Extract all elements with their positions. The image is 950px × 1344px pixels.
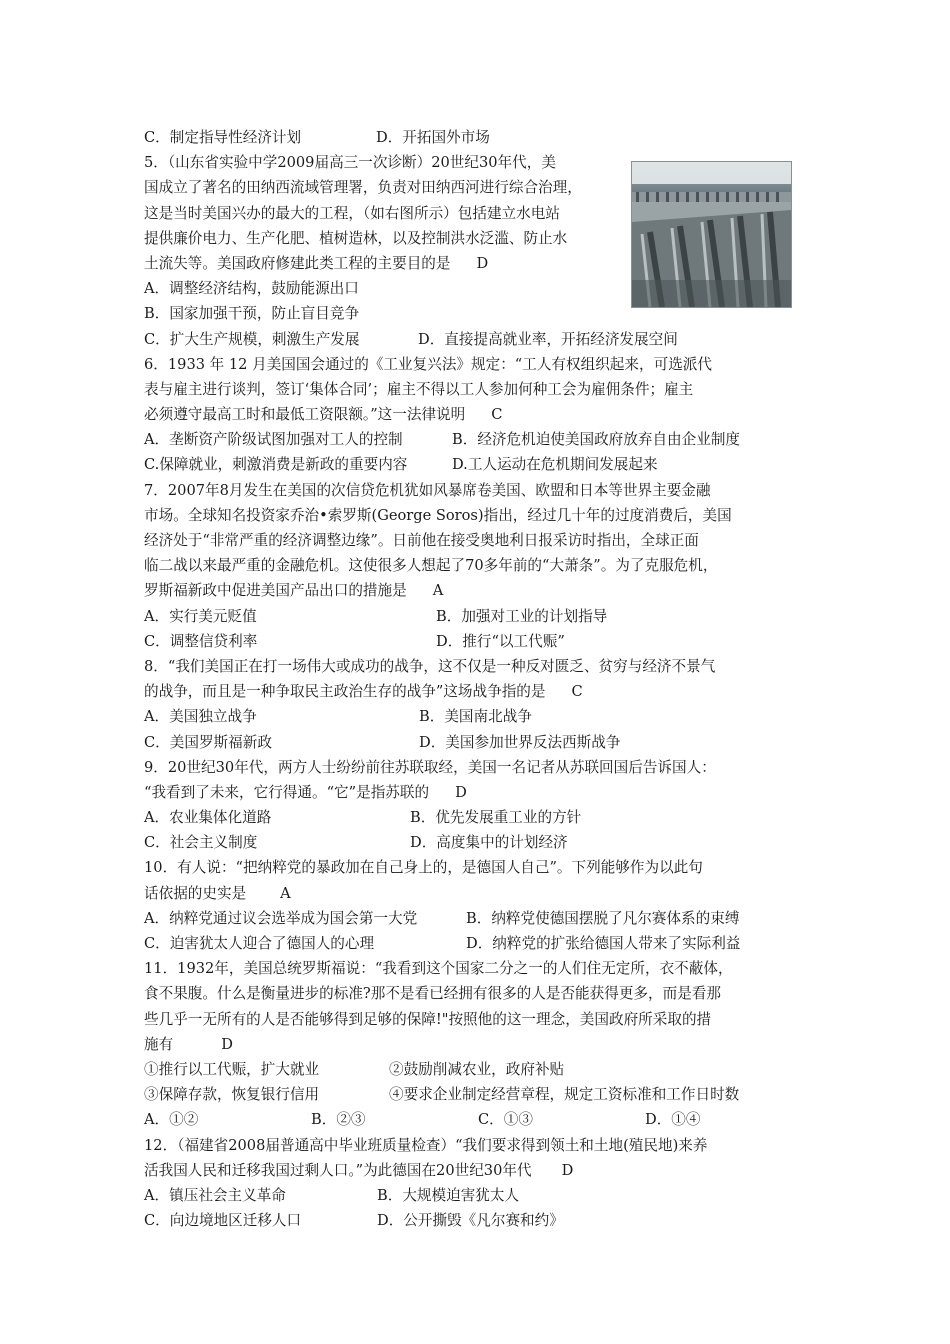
q11-item-3: ③保障存款，恢复银行信用 (144, 1086, 320, 1104)
q10-option-b: B．纳粹党使德国摆脱了凡尔赛体系的束缚 (466, 909, 740, 927)
q10-stem-text: 话依据的史实是 (144, 884, 247, 902)
q8-stem-line-2 (144, 679, 814, 704)
q6-stem-line-3 (144, 402, 814, 427)
q6-answer: C (491, 406, 503, 424)
q7-answer: A (432, 582, 444, 600)
q12-stem-text: 活我国人民和迁移我国过剩人口。”为此德国在20世纪30年代 (144, 1161, 532, 1179)
q8-option-b: B．美国南北战争 (419, 708, 532, 726)
q5-stem-line-2: 国成立了著名的田纳西流域管理署，负责对田纳西河进行综合治理， (144, 179, 582, 197)
q5-stem-line-4: 提供廉价电力、生产化肥、植树造林，以及控制洪水泛滥、防止水 (144, 229, 568, 247)
q7-option-d: D．推行“以工代赈” (436, 632, 565, 650)
q5-stem-line-1: 5．（山东省实验中学2009届高三一次诊断）20世纪30年代，美 (144, 154, 556, 172)
q8-option-d: D．美国参加世界反法西斯战争 (419, 733, 621, 751)
q11-option-c: C．①③ (478, 1111, 533, 1129)
q10-answer: A (280, 884, 291, 902)
q11-stem-line-3: 些几乎一无所有的人是否能够得到足够的保障!"按照他的这一理念，美国政府所采取的措 (144, 1010, 712, 1028)
q4-options-cd (144, 125, 814, 150)
q9-answer: D (455, 783, 467, 801)
q9-stem-line-1: 9．20世纪30年代，两方人士纷纷前往苏联取经，美国一名记者从苏联回国后告诉国人： (144, 758, 716, 776)
q7-stem-line-2: 市场。全球知名投资家乔治•索罗斯(George Soros)指出，经过几十年的过度消费后，美国 (144, 506, 732, 524)
q9-option-d: D．高度集中的计划经济 (410, 834, 568, 852)
q6-stem-text: 必须遵守最高工时和最低工资限额。”这一法律说明 (144, 406, 466, 424)
question-list (144, 125, 814, 1233)
q10-stem-line-1: 10．有人说：“把纳粹党的暴政加在自己身上的，是德国人自己”。下列能够作为以此句 (144, 859, 703, 877)
q10-option-c: C．迫害犹太人迎合了德国人的心理 (144, 935, 375, 952)
question-10 (144, 855, 814, 956)
q11-items-12 (144, 1057, 814, 1082)
q9-option-c: C．社会主义制度 (144, 834, 258, 852)
question-6 (144, 352, 814, 478)
q10-option-a: A．纳粹党通过议会选举成为国会第一大党 (144, 909, 418, 927)
question-12 (144, 1133, 814, 1234)
q7-option-a: A．实行美元贬值 (144, 607, 257, 625)
q9-stem-text: “我看到了未来，它行得通。“它”是指苏联的 (144, 783, 430, 801)
q10-option-d: D．纳粹党的扩张给德国人带来了实际利益 (466, 935, 741, 952)
q12-answer: D (561, 1161, 574, 1179)
q12-stem-line-2 (144, 1158, 814, 1183)
q7-option-b: B．加强对工业的计划指导 (436, 607, 608, 625)
question-9 (144, 755, 814, 856)
q5-stem-line-3: 这是当时美国兴办的最大的工程，（如右图所示）包括建立水电站 (144, 204, 560, 222)
q11-stem-line-1: 11．1932年，美国总统罗斯福说：“我看到这个国家二分之一的人们住无定所，衣不蔽体， (144, 960, 733, 978)
q11-stem-text: 施有 (144, 1035, 174, 1053)
q4-option-c: C．制定指导性经济计划 (144, 129, 302, 146)
q5-answer: D (476, 254, 489, 272)
q7-stem-line-3: 经济处于“非常严重的经济调整边缘”。日前他在接受奥地利日报采访时指出，全球正面 (144, 532, 699, 549)
q7-option-c: C．调整信贷利率 (144, 632, 258, 650)
q10-stem-line-2 (144, 881, 814, 906)
q8-answer: C (571, 683, 583, 701)
q5-option-c: C．扩大生产规模，刺激生产发展 (144, 330, 360, 348)
q11-item-1: ①推行以工代赈，扩大就业 (144, 1060, 320, 1078)
q6-options-cd (144, 452, 814, 477)
q10-options-ab (144, 906, 814, 931)
q7-stem-text: 罗斯福新政中促进美国产品出口的措施是 (144, 582, 407, 600)
q10-options-cd (144, 931, 814, 956)
q7-options-cd (144, 629, 814, 654)
q11-answer: D (221, 1035, 233, 1053)
q12-options-ab (144, 1183, 814, 1208)
q9-options-cd (144, 830, 814, 855)
q11-items-34 (144, 1082, 814, 1107)
q6-option-b: B．经济危机迫使美国政府放弃自由企业制度 (452, 431, 741, 449)
q5-stem-text: 土流失等。美国政府修建此类工程的主要目的是 (144, 254, 451, 272)
q7-stem-line-5 (144, 578, 814, 603)
q5-option-d: D．直接提高就业率，开拓经济发展空间 (418, 330, 678, 348)
q8-stem-line-1: 8．“我们美国正在打一场伟大或成功的战争，这不仅是一种反对匮乏、贫穷与经济不景气 (144, 657, 716, 675)
q12-option-c: C．向边境地区迁移人口 (144, 1212, 302, 1230)
q9-option-a: A．农业集体化道路 (144, 809, 272, 827)
q6-option-c: C.保障就业，刺激消费是新政的重要内容 (144, 456, 408, 474)
q6-options-ab (144, 427, 814, 452)
question-8 (144, 654, 814, 755)
q6-option-d: D.工人运动在危机期间发展起来 (452, 456, 658, 474)
q8-stem-text: 的战争，而且是一种争取民主政治生存的战争”这场战争指的是 (144, 683, 546, 701)
question-11 (144, 956, 814, 1132)
q8-option-c: C．美国罗斯福新政 (144, 733, 272, 751)
q4-option-d: D．开拓国外市场 (376, 129, 490, 146)
q12-option-b: B．大规模迫害犹太人 (377, 1186, 520, 1204)
q11-stem-line-2: 食不果腹。什么是衡量进步的标准?那不是看已经拥有很多的人是否能获得更多，而是看那 (144, 985, 721, 1003)
q12-option-d: D．公开撕毁《凡尔赛和约》 (377, 1212, 564, 1230)
q8-options-cd (144, 730, 814, 755)
q12-options-cd (144, 1208, 814, 1233)
q11-option-d: D．①④ (645, 1111, 701, 1129)
q11-option-a: A．①② (144, 1111, 199, 1129)
question-5 (144, 150, 814, 352)
q7-stem-line-1: 7．2007年8月发生在美国的次信贷危机犹如风暴席卷美国、欧盟和日本等世界主要金融 (144, 481, 711, 499)
q8-option-a: A．美国独立战争 (144, 708, 257, 726)
q7-stem-line-4: 临二战以来最严重的金融危机。这使很多人想起了70多年前的“大萧条”。为了克服危机， (144, 557, 718, 575)
q9-option-b: B．优先发展重工业的方针 (410, 809, 582, 827)
q12-option-a: A．镇压社会主义革命 (144, 1186, 286, 1204)
q8-options-ab (144, 704, 814, 729)
q5-stem-line-5 (144, 251, 814, 276)
q11-item-2: ②鼓励削减农业，政府补贴 (389, 1060, 565, 1078)
q5-option-b: B．国家加强干预，防止盲目竞争 (144, 305, 360, 323)
q11-stem-line-4 (144, 1032, 814, 1057)
q6-option-a: A．垄断资产阶级试图加强对工人的控制 (144, 431, 403, 449)
q6-stem-line-1: 6．1933 年 12 月美国国会通过的《工业复兴法》规定：“工人有权组织起来，可选派代 (144, 355, 712, 373)
q9-stem-line-2 (144, 780, 814, 805)
q7-options-ab (144, 604, 814, 629)
q12-stem-line-1: 12．（福建省2008届普通高中毕业班质量检查）“我们要求得到领土和土地(殖民地)来养 (144, 1136, 708, 1154)
q11-options (144, 1107, 814, 1132)
q5-options-cd (144, 327, 814, 352)
q5-option-a: A．调整经济结构，鼓励能源出口 (144, 280, 359, 298)
q6-stem-line-2: 表与雇主进行谈判，签订‘集体合同’；雇主不得以工人参加何种工会为雇佣条件；雇主 (144, 380, 694, 398)
question-7 (144, 478, 814, 654)
q11-option-b: B．②③ (311, 1111, 366, 1129)
q9-options-ab (144, 805, 814, 830)
q11-item-4: ④要求企业制定经营章程，规定工资标准和工作日时数 (389, 1086, 740, 1104)
